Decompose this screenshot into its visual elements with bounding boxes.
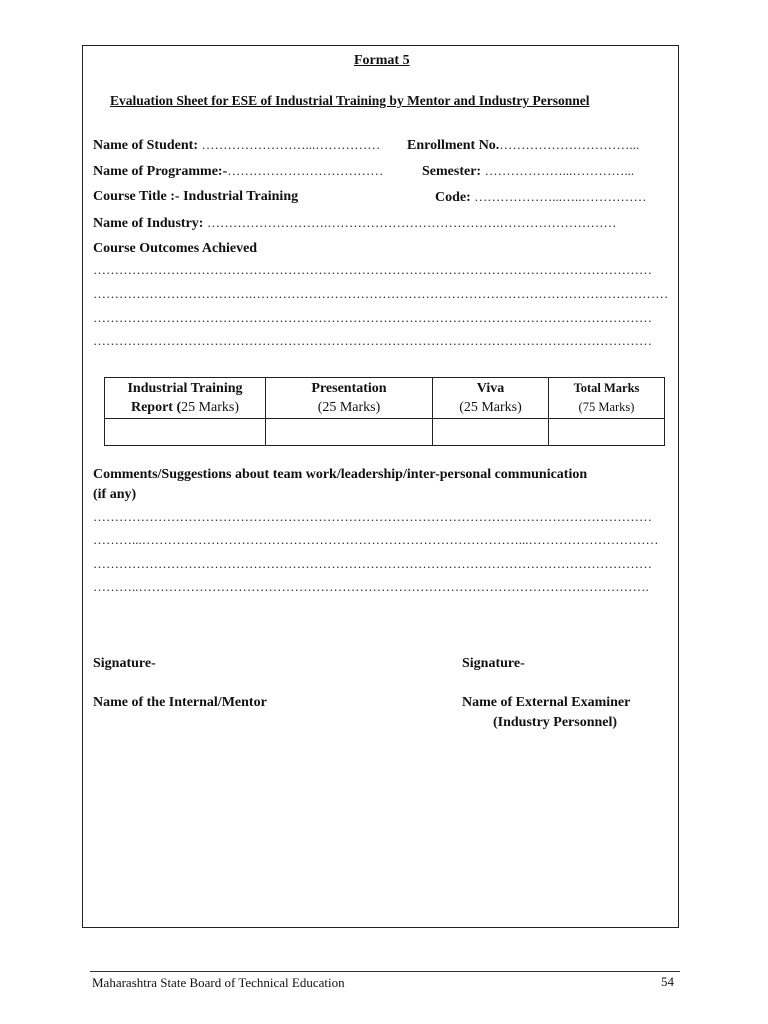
external-signature-label: Signature- [462, 656, 525, 671]
presentation-marks-header [266, 378, 433, 419]
student-row [93, 137, 380, 154]
internal-signature-label: Signature- [93, 656, 156, 671]
outcomes-heading: Course Outcomes Achieved [93, 241, 258, 256]
course-title: Course Title :- Industrial Training [93, 189, 299, 204]
enrollment-label: Enrollment No. [407, 138, 500, 153]
comments-line[interactable]: ………...……………………………………………………………………………...………………………… [93, 532, 659, 547]
format-label: Format 5 [354, 53, 410, 68]
semester-field[interactable]: ………………...…………... [484, 163, 635, 178]
comments-line[interactable]: ………………………………………………………………………………………………………………… [93, 556, 652, 571]
viva-marks-header [433, 378, 549, 419]
report-header-line2 [107, 398, 263, 417]
industry-row [93, 215, 616, 232]
outcomes-line[interactable]: ………………………………………………………………………………………………………………… [93, 310, 652, 325]
presentation-header-line1: Presentation [311, 381, 387, 396]
total-header-line1: Total Marks [573, 381, 640, 395]
code-field[interactable]: ………………...…..…………… [474, 189, 647, 204]
outcomes-line[interactable]: ………………………………………………………………………………………………………………… [93, 262, 652, 277]
programme-label: Name of Programme:- [93, 164, 228, 179]
footer-institution: Maharashtra State Board of Technical Education [92, 975, 345, 990]
presentation-marks-cell[interactable] [266, 419, 433, 446]
comments-line[interactable]: ………………………………………………………………………………………………………………… [93, 509, 652, 524]
industry-personnel-label: (Industry Personnel) [493, 715, 618, 730]
report-header-line1: Industrial Training [127, 381, 243, 396]
semester-label: Semester: [422, 164, 482, 179]
viva-marks-cell[interactable] [433, 419, 549, 446]
report-marks-header [105, 378, 266, 419]
marks-header-row [105, 378, 665, 419]
presentation-header-line2: (25 Marks) [317, 400, 381, 415]
programme-field[interactable]: ……………………………… [227, 163, 384, 178]
internal-mentor-name-label: Name of the Internal/Mentor [93, 695, 267, 710]
report-marks-cell[interactable] [105, 419, 266, 446]
enrollment-field[interactable]: …………………………... [499, 137, 640, 152]
outcomes-line[interactable]: ……………………………….…………………………………………………………………………………… [93, 286, 669, 301]
student-label: Name of Student: [93, 138, 198, 153]
comments-heading-note: (if any) [93, 487, 137, 502]
industry-label: Name of Industry: [93, 216, 204, 231]
programme-row [93, 163, 383, 180]
viva-header-line2: (25 Marks) [459, 400, 522, 415]
industry-field[interactable]: ……………………….………………………………….……………………… [206, 215, 617, 230]
outcomes-line[interactable]: ………………………………………………………………………………………………………………… [93, 333, 652, 348]
marks-entry-row [105, 419, 665, 446]
code-row [435, 189, 647, 206]
sheet-title: Evaluation Sheet for ESE of Industrial Training by Mentor and Industry Personnel [110, 93, 590, 108]
report-header-bold: Report ( [130, 400, 182, 415]
total-marks-cell[interactable] [549, 419, 665, 446]
comments-heading: Comments/Suggestions about team work/leadership/inter-personal communication [93, 467, 588, 482]
marks-table [104, 377, 665, 446]
report-header-marks: 25 Marks) [181, 400, 240, 415]
viva-header-line1: Viva [476, 381, 505, 396]
total-header-line2: (75 Marks) [578, 400, 635, 414]
total-marks-header [549, 378, 665, 419]
footer-divider [90, 971, 680, 972]
comments-line[interactable]: ………..………………………………………………………………………………………………………. [93, 579, 649, 594]
external-examiner-name-label: Name of External Examiner [462, 695, 631, 710]
student-field[interactable]: ……………………...…………… [201, 137, 381, 152]
page-number: 54 [661, 974, 674, 989]
enrollment-row [407, 137, 639, 154]
code-label: Code: [435, 190, 471, 205]
semester-row [422, 163, 634, 180]
